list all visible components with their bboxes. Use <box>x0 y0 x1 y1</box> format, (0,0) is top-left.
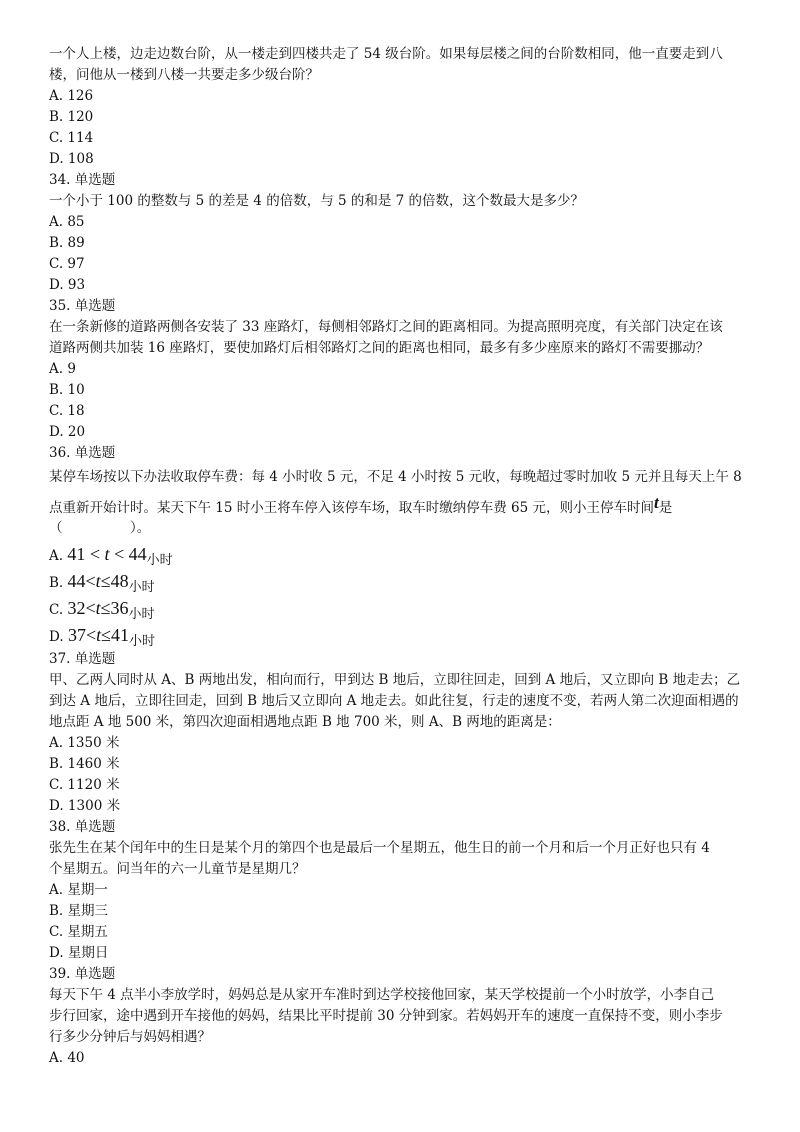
question-stem: 地点距 A 地 500 米，第四次迎面相遇地点距 B 地 700 米，则 A、B 两地的距离是： <box>49 714 561 730</box>
question-stem: 甲、乙两人同时从 A、B 两地出发，相向而行，甲到达 B 地后，立即往回走，回到 A 地后，又立即向 B 地走去；乙 <box>49 672 741 688</box>
option-b[interactable]: B. 89 <box>49 235 85 251</box>
answer-blank: （ ）。 <box>49 520 151 536</box>
question-33 <box>49 44 754 170</box>
question-stem: 个星期五。问当年的六一儿童节是星期几？ <box>49 861 306 877</box>
question-header: 38. 单选题 <box>49 819 116 835</box>
question-header: 36. 单选题 <box>49 445 116 461</box>
question-header: 37. 单选题 <box>49 651 116 667</box>
question-stem: 行多少分钟后与妈妈相遇？ <box>49 1029 211 1045</box>
question-stem: 每天下午 4 点半小李放学时，妈妈总是从家开车准时到达学校接他回家，某天学校提前一个小时放学，小李自己 <box>49 987 715 1003</box>
option-b[interactable] <box>49 568 754 595</box>
option-b[interactable]: B. 1460 米 <box>49 756 120 772</box>
question-38 <box>49 817 754 964</box>
option-d[interactable] <box>49 622 754 649</box>
option-d[interactable]: D. 93 <box>49 277 86 293</box>
option-a[interactable]: A. 星期一 <box>49 882 108 898</box>
question-36 <box>49 443 754 649</box>
math-expression: 37<t≤41 <box>67 625 129 645</box>
question-stem: 一个人上楼，边走边数台阶，从一楼走到四楼共走了 54 级台阶。如果每层楼之间的台阶数相同，他一直要走到八 <box>49 46 723 62</box>
unit-label: 小时 <box>129 634 156 649</box>
option-b[interactable]: B. 120 <box>49 109 94 125</box>
question-page <box>49 44 754 1069</box>
option-b[interactable]: B. 10 <box>49 382 85 398</box>
question-stem: 张先生在某个闰年中的生日是某个月的第四个也是最后一个星期五，他生日的前一个月和后一个月正好也只有 4 <box>49 840 710 856</box>
option-d[interactable]: D. 20 <box>49 424 86 440</box>
math-expression: 44<t≤48 <box>67 571 129 591</box>
option-d[interactable]: D. 1300 米 <box>49 798 121 814</box>
question-34 <box>49 170 754 296</box>
option-a[interactable]: A. 1350 米 <box>49 735 120 751</box>
option-c[interactable] <box>49 595 754 622</box>
question-stem <box>49 490 754 516</box>
option-d[interactable]: D. 108 <box>49 151 94 167</box>
question-stem: 步行回家，途中遇到开车接他的妈妈，结果比平时提前 30 分钟到家。若妈妈开车的速度一直保持不变，则小李步 <box>49 1008 723 1024</box>
option-c[interactable]: C. 18 <box>49 403 85 419</box>
option-d[interactable]: D. 星期日 <box>49 945 109 961</box>
question-stem-text: 是 <box>658 500 673 516</box>
question-39 <box>49 964 754 1069</box>
question-37 <box>49 649 754 817</box>
option-label: C. <box>49 602 64 618</box>
option-label: D. <box>49 629 64 645</box>
question-stem: 在一条新修的道路两侧各安装了 33 座路灯，每侧相邻路灯之间的距离相同。为提高照明亮度，有关部门决定在该 <box>49 319 723 335</box>
question-header: 34. 单选题 <box>49 172 116 188</box>
option-b[interactable]: B. 星期三 <box>49 903 109 919</box>
math-expression: 32<t≤36 <box>67 598 129 618</box>
question-stem-text: 点重新开始计时。某天下午 15 时小王将车停入该停车场，取车时缴纳停车费 65 元，则小王停车时间 <box>49 500 655 516</box>
variable-t: t <box>654 493 659 512</box>
option-a[interactable]: A. 40 <box>49 1050 85 1066</box>
option-a[interactable] <box>49 541 754 568</box>
question-header: 35. 单选题 <box>49 298 116 314</box>
question-stem: 一个小于 100 的整数与 5 的差是 4 的倍数，与 5 的和是 7 的倍数，这个数最大是多少？ <box>49 193 585 209</box>
option-c[interactable]: C. 97 <box>49 256 85 272</box>
option-label: A. <box>49 548 64 564</box>
unit-label: 小时 <box>128 607 155 622</box>
math-expression: 41 < t < 44 <box>67 544 147 564</box>
option-c[interactable]: C. 星期五 <box>49 924 108 940</box>
option-a[interactable]: A. 126 <box>49 88 94 104</box>
question-stem: 到达 A 地后，立即往回走，回到 B 地后又立即向 A 地走去。如此往复，行走的速度不变，若两人第二次迎面相遇的 <box>49 693 739 709</box>
question-35 <box>49 296 754 443</box>
unit-label: 小时 <box>128 580 155 595</box>
question-stem: 某停车场按以下办法收取停车费：每 4 小时收 5 元，不足 4 小时按 5 元收，每晚超过零时加收 5 元并且每天上午 8 <box>49 469 742 485</box>
option-label: B. <box>49 575 64 591</box>
unit-label: 小时 <box>146 553 173 568</box>
question-header: 39. 单选题 <box>49 966 116 982</box>
option-c[interactable]: C. 114 <box>49 130 94 146</box>
option-c[interactable]: C. 1120 米 <box>49 777 120 793</box>
question-stem: 道路两侧共加装 16 座路灯，要使加路灯后相邻路灯之间的距离也相同，最多有多少座原来的路灯不需要挪动？ <box>49 340 710 356</box>
option-a[interactable]: A. 9 <box>49 361 76 377</box>
question-stem: 楼，问他从一楼到八楼一共要走多少级台阶？ <box>49 67 319 83</box>
option-a[interactable]: A. 85 <box>49 214 85 230</box>
